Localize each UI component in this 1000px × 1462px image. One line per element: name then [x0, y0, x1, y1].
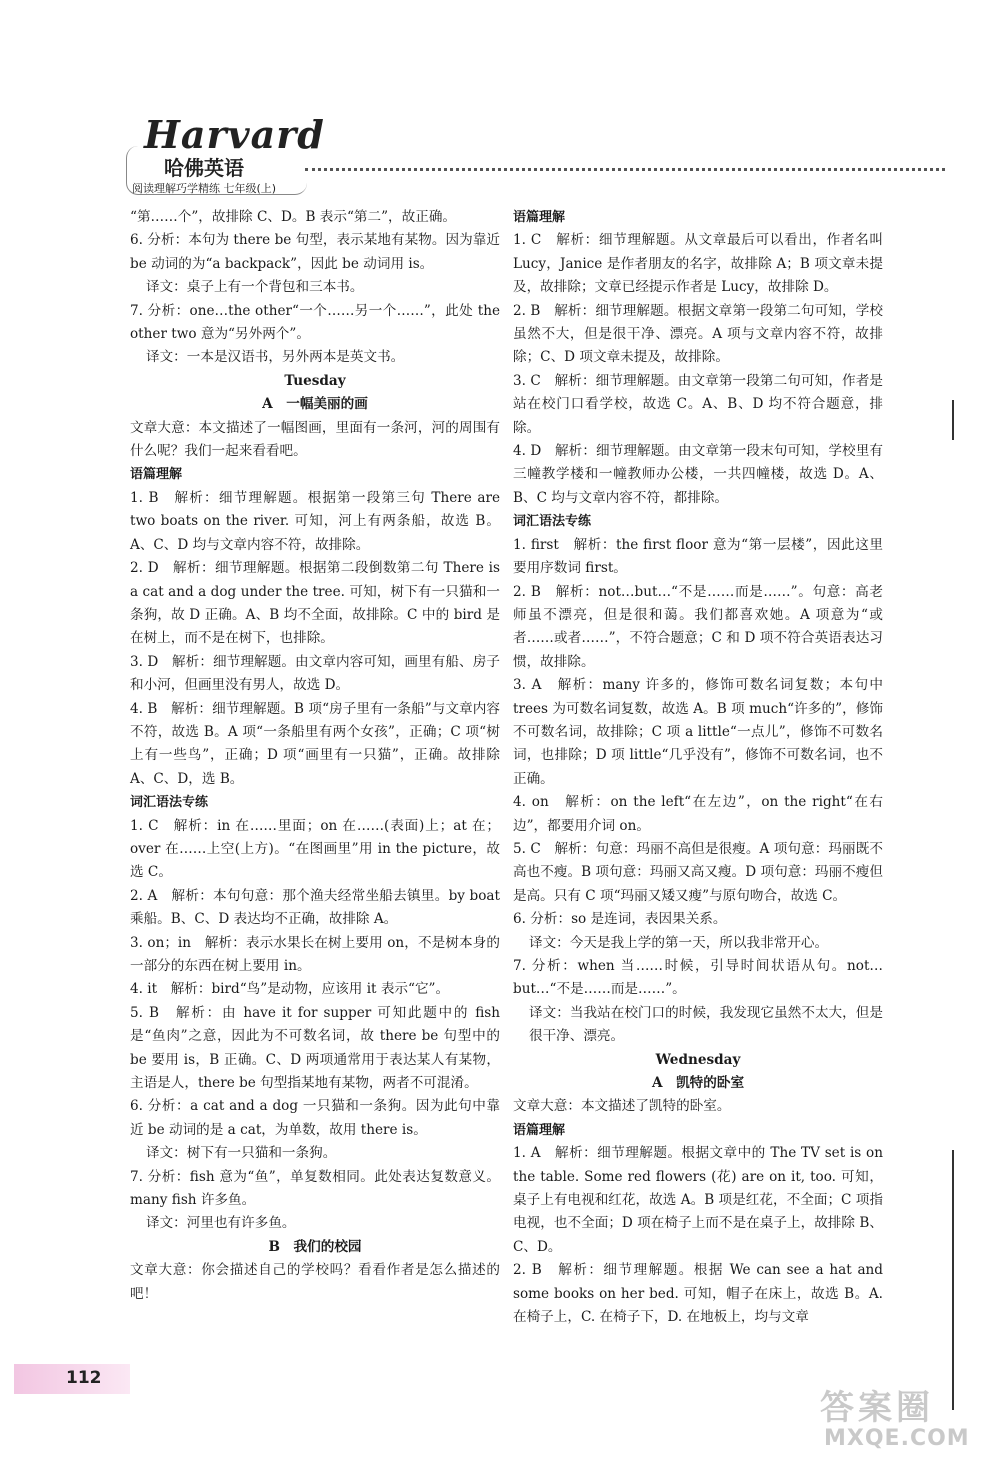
left-column [130, 206, 500, 1306]
answer-paragraph: 2. D 解析：细节理解题。根据第二段倒数第二句 There is a cat and a dog under the tree. 可知，树下有一只猫和一条狗，故 D 正确。A、B 均不全面，故排除。C 中的 bird 是在树上，而不是在树下，也排除。 [130, 560, 500, 647]
answer-paragraph: 7. 分析：when 当……时候，引导时间状语从句。not…but…“不是……而是……”。 [513, 958, 883, 998]
answer-paragraph: 译文：河里也有许多鱼。 [146, 1215, 296, 1232]
section-heading: 语篇理解 [513, 1122, 566, 1138]
harvard-logo [118, 112, 325, 195]
watermark [820, 1380, 990, 1458]
section-heading: 语篇理解 [513, 210, 566, 225]
logo-chinese-title: 哈佛英语 [164, 156, 244, 180]
answer-paragraph: 文章大意：你会描述自己的学校吗？看看作者是怎么描述的吧！ [130, 1262, 500, 1302]
answer-paragraph: 2. B 解析：not…but…“不是……而是……”。句意：高老师虽不漂亮，但是很和蔼。我们都喜欢她。A 项意为“或者……或者……”，不符合题意；C 和 D 项不符合英语表达习惯，故排除。 [513, 583, 883, 670]
header-dotted-rule [305, 168, 945, 171]
answer-paragraph: 6. 分析：本句为 there be 句型，表示某地有某物。因为靠近 be 动词的为“a backpack”，因此 be 动词用 is。 [130, 232, 500, 272]
answer-paragraph: 1. first 解析：the first floor 意为“第一层楼”，因此这里要用序数词 first。 [513, 536, 883, 577]
centered-heading: Wednesday [655, 1051, 741, 1068]
answer-paragraph: 1. C 解析：in 在……里面；on 在……(表面)上；at 在；over 在……上空(上方)。“在图画里”用 in the picture，故选 C。 [130, 817, 500, 881]
answer-paragraph: 3. on；in 解析：表示水果长在树上要用 on，不是树本身的一部分的东西在树上要用 in。 [130, 934, 500, 974]
answer-paragraph: 译文：今天是我上学的第一天，所以我非常开心。 [529, 934, 829, 951]
centered-heading: A 凯特的卧室 [651, 1075, 745, 1092]
page-number: 112 [66, 1368, 102, 1388]
right-column [513, 206, 883, 1330]
section-heading: 语篇理解 [130, 467, 183, 483]
answer-paragraph: 译文：树下有一只猫和一条狗。 [146, 1145, 337, 1162]
answer-paragraph: 译文：当我站在校门口的时候，我发现它虽然不太大，但是很干净、漂亮。 [529, 1004, 883, 1045]
answer-paragraph: 文章大意：本文描述了凯特的卧室。 [513, 1098, 731, 1115]
answer-paragraph: 4. it 解析：bird“鸟”是动物，应该用 it 表示“它”。 [130, 981, 450, 998]
answer-paragraph: 3. D 解析：细节理解题。由文章内容可知，画里有船、房子和小河，但画里没有男人，故选 D。 [130, 653, 500, 694]
section-heading: 词汇语法专练 [130, 795, 209, 811]
answer-paragraph: 2. B 解析：细节理解题。根据 We can see a hat and some books on her bed. 可知，帽子在床上，故选 B。A. 在椅子上，C. 在椅子下，D. 在地板上，均与文章 [513, 1262, 883, 1326]
watermark-logo: 答案圈 [820, 1388, 934, 1428]
answer-paragraph: 3. C 解析：细节理解题。由文章第一段第二句可知，作者是站在校门口看学校，故选 C。A、B、D 均不符合题意，排除。 [513, 372, 883, 436]
answer-paragraph: 4. on 解析：on the left“在左边”，on the right“在右边”，都要用介词 on。 [513, 794, 883, 834]
scan-edge-mark [952, 400, 954, 440]
answer-paragraph: 3. A 解析：many 许多的，修饰可数名词复数；本句中 trees 为可数名词复数，故选 A。B 项 much“许多的”，修饰不可数名词，故排除；C 项 a little“一点儿”，修饰不可数名词，也排除；D 项 little“几乎没有”，修饰不可数名词，也不正确。 [513, 677, 883, 787]
answer-paragraph: 5. C 解析：句意：玛丽不高但是很瘦。A 项句意：玛丽既不高也不瘦。B 项句意：玛丽又高又瘦。D 项句意：玛丽不瘦但是高。只有 C 项“玛丽又矮又瘦”与原句吻合，故选 C。 [513, 840, 883, 904]
answer-paragraph: 译文：一本是汉语书，另外两本是英文书。 [146, 349, 405, 366]
page-number-tab [14, 1364, 130, 1394]
answer-paragraph: 2. A 解析：本句句意：那个渔夫经常坐船去镇里。by boat 乘船。B、C、D 表达均不正确，故排除 A。 [130, 887, 500, 928]
centered-heading: B 我们的校园 [268, 1238, 362, 1255]
answer-paragraph: 文章大意：本文描述了一幅图画，里面有一条河，河的周围有什么呢？我们一起来看看吧。 [130, 419, 500, 460]
logo-word: Harvard [144, 112, 325, 157]
answer-paragraph: 5. B 解析：由 have it for supper 可知此题中的 fish 是“鱼肉”之意，因此为不可数名词，故 there be 句型中的 be 要用 is，B 正确。C、D 两项通常用于表达某人有某物，主语是人，there be 句型指某地有某物，两者不可混淆。 [130, 1004, 500, 1092]
answer-paragraph: 4. B 解析：细节理解题。B 项“房子里有一条船”与文章内容不符，故选 B。A 项“一条船里有两个女孩”，正确；C 项“树上有一些鸟”，正确；D 项“画里有一只猫”，正确。故排除 A、C、D，选 B。 [130, 700, 500, 787]
answer-paragraph: 2. B 解析：细节理解题。根据文章第一段第二句可知，学校虽然不大，但是很干净、漂亮。A 项与文章内容不符，故排除；C、D 项文章未提及，故排除。 [513, 302, 883, 366]
answer-paragraph: 1. B 解析：细节理解题。根据第一段第三句 There are two boats on the river. 可知，河上有两条船，故选 B。A、C、D 均与文章内容不符，故排除。 [130, 489, 500, 553]
section-heading: 词汇语法专练 [513, 514, 592, 530]
watermark-url: MXQE.COM [824, 1426, 970, 1451]
answer-paragraph: 7. 分析：fish 意为“鱼”，单复数相同。此处表达复数意义。many fish 许多鱼。 [130, 1168, 500, 1209]
answer-paragraph: 译文：桌子上有一个背包和三本书。 [146, 279, 364, 296]
answer-paragraph: 6. 分析：so 是连词，表因果关系。 [513, 911, 727, 928]
scan-edge-mark [952, 1150, 954, 1410]
answer-paragraph: 1. A 解析：细节理解题。根据文章中的 The TV set is on the table. Some red flowers (花) are on it, too. 可知，桌子上有电视和红花，故选 A。B 项是红花，不全面；C 项指电视，也不全面；D 项在椅子上而不是在桌子上，故排除 B、C、D。 [513, 1145, 883, 1255]
centered-heading: A 一幅美丽的画 [262, 396, 368, 413]
answer-paragraph: 7. 分析：one…the other“一个……另一个……”，此处 the other two 意为“另外两个”。 [130, 302, 500, 343]
logo-subtitle: 阅读理解巧学精练 七年级(上) [132, 182, 277, 195]
centered-heading: Tuesday [284, 372, 346, 389]
answer-paragraph: “第……个”，故排除 C、D。B 表示“第二”，故正确。 [130, 209, 457, 225]
answer-paragraph: 1. C 解析：细节理解题。从文章最后可以看出，作者名叫 Lucy，Janice 是作者朋友的名字，故排除 A；B 项文章未提及，故排除；文章已经提示作者是 Lucy，故排除 D。 [513, 232, 883, 296]
answer-paragraph: 6. 分析：a cat and a dog 一只猫和一条狗。因为此句中靠近 be 动词的是 a cat，为单数，故用 there is。 [130, 1098, 500, 1138]
answer-paragraph: 4. D 解析：细节理解题。由文章第一段末句可知，学校里有三幢教学楼和一幢教师办公楼，一共四幢楼，故选 D。A、B、C 均与文章内容不符，都排除。 [513, 443, 883, 506]
